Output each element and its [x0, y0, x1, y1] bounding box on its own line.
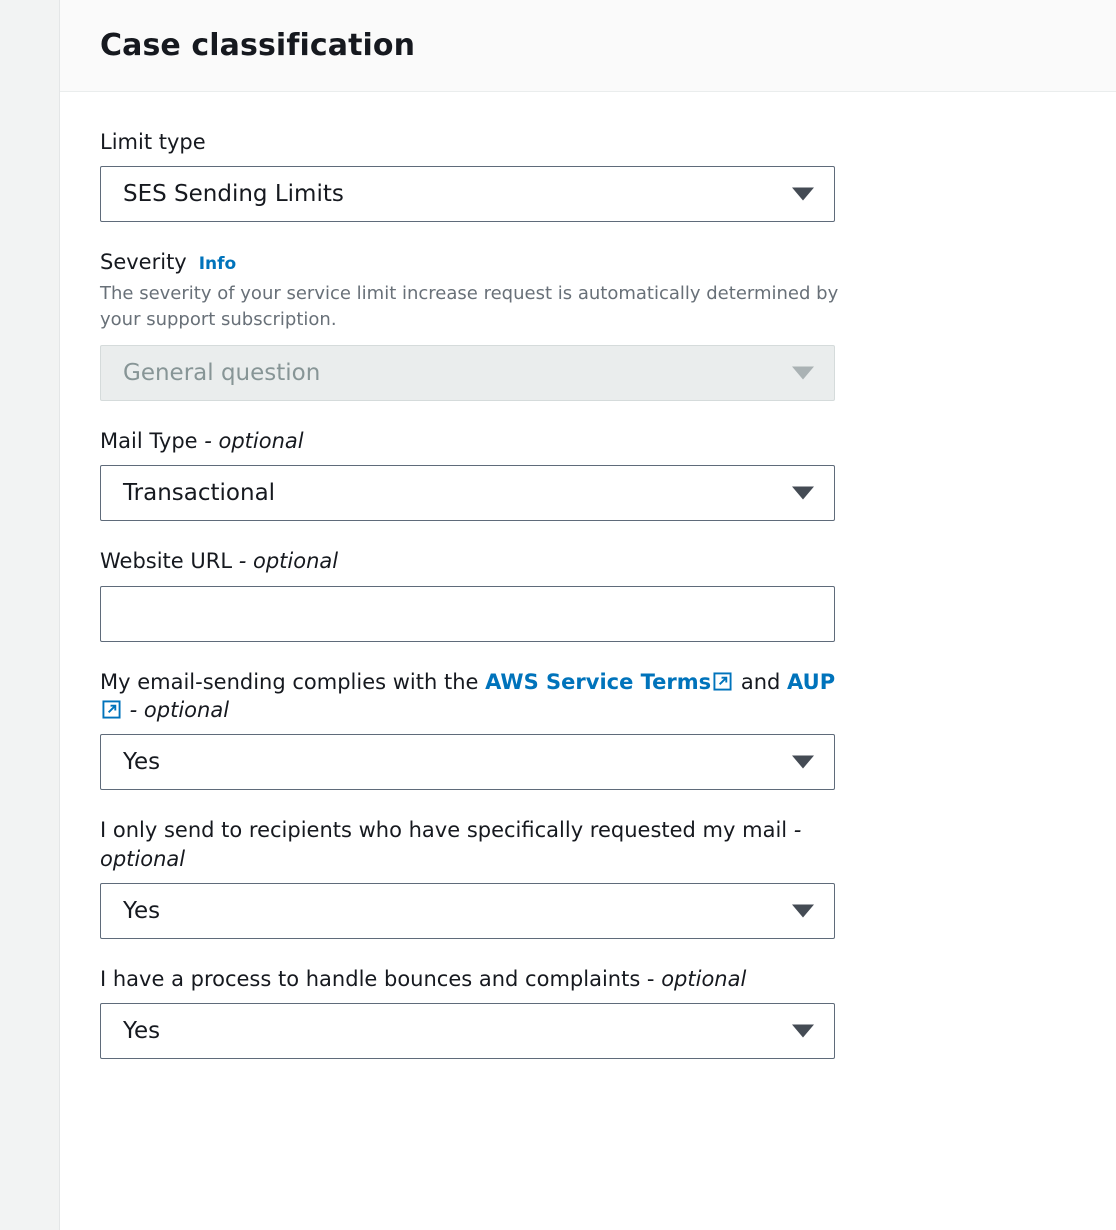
- bounces-label-text: I have a process to handle bounces and complaints -: [100, 966, 655, 991]
- severity-info-link[interactable]: Info: [198, 254, 237, 275]
- website-url-label-text: Website URL: [100, 549, 233, 574]
- limit-type-label: Limit type: [100, 130, 206, 154]
- bounces-select[interactable]: [100, 1003, 835, 1059]
- bounces-optional: optional: [661, 966, 747, 991]
- recipients-label-text: I only send to recipients who have specifically requested my mail: [100, 818, 788, 843]
- case-classification-panel: [59, 0, 1116, 1230]
- chevron-down-icon: [792, 904, 814, 917]
- compliance-label-mid: and: [734, 669, 788, 694]
- field-recipients: [100, 816, 1076, 939]
- aws-service-terms-link[interactable]: AWS Service Terms: [485, 669, 712, 694]
- compliance-label: [100, 668, 840, 725]
- compliance-label-part1: My email-sending complies with the: [100, 669, 486, 694]
- mail-type-label-text: Mail Type: [100, 428, 198, 453]
- chevron-down-icon: [792, 756, 814, 769]
- severity-helper-text: The severity of your service limit increase request is automatically determined by your support subscription.: [100, 282, 839, 330]
- panel-header: [60, 0, 1116, 92]
- severity-label: Severity: [100, 250, 187, 275]
- limit-type-value: SES Sending Limits: [123, 181, 344, 208]
- chevron-down-icon: [792, 1025, 814, 1038]
- compliance-select[interactable]: [100, 734, 835, 790]
- field-website-url: [100, 547, 1076, 641]
- website-url-input[interactable]: [100, 586, 835, 642]
- field-compliance: [100, 668, 1076, 791]
- field-mail-type: [100, 427, 1076, 521]
- mail-type-label: [100, 427, 1076, 455]
- chevron-down-icon: [792, 487, 814, 500]
- external-link-icon: [102, 700, 121, 719]
- recipients-label: [100, 816, 840, 873]
- page-title: Case classification: [100, 28, 416, 63]
- chevron-down-icon: [792, 366, 814, 379]
- field-limit-type: [100, 128, 1076, 222]
- mail-type-select[interactable]: [100, 465, 835, 521]
- limit-type-select[interactable]: [100, 166, 835, 222]
- mail-type-value: Transactional: [123, 480, 276, 507]
- severity-value: General question: [123, 359, 321, 386]
- severity-select: [100, 345, 835, 401]
- compliance-value: Yes: [123, 749, 161, 776]
- website-url-label: [100, 547, 1076, 575]
- bounces-value: Yes: [123, 1018, 161, 1045]
- recipients-value: Yes: [123, 897, 161, 924]
- field-severity: [100, 248, 1076, 401]
- compliance-optional: - optional: [123, 697, 230, 722]
- aup-link[interactable]: AUP: [787, 669, 836, 694]
- field-bounces: [100, 965, 1076, 1059]
- recipients-optional: - optional: [100, 818, 802, 871]
- external-link-icon: [713, 672, 732, 691]
- case-classification-form: [60, 92, 1116, 1059]
- bounces-label: [100, 965, 840, 993]
- recipients-select[interactable]: [100, 883, 835, 939]
- website-url-optional: - optional: [232, 549, 339, 574]
- severity-label-row: [100, 248, 1076, 276]
- chevron-down-icon: [792, 188, 814, 201]
- mail-type-optional: - optional: [197, 428, 304, 453]
